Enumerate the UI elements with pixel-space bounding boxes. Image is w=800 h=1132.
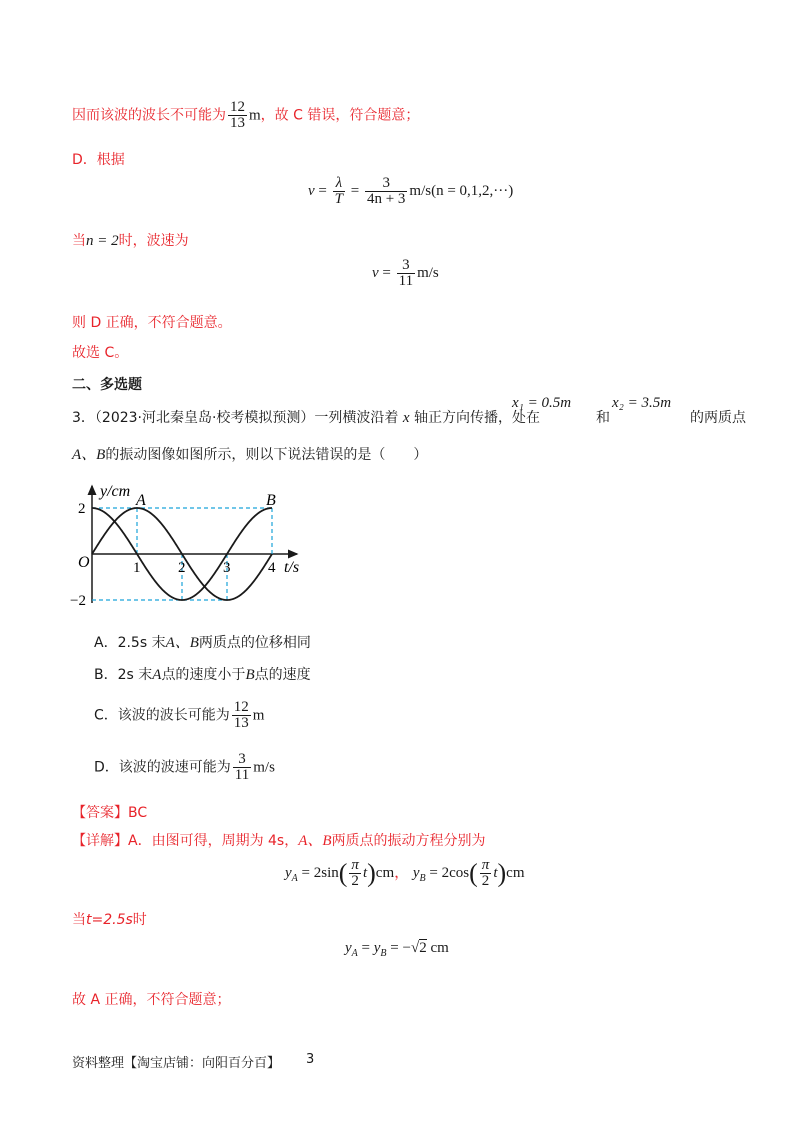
c-conclusion-line — [72, 100, 419, 131]
choose-answer: 故选 C。 — [72, 345, 129, 361]
question-3-line-1: 3．（2023·河北秦皇岛·校考模拟预测）一列横波沿着 x 轴正方向传播，处在 — [72, 410, 541, 426]
fraction-12-13: $\frac{12}{13}$ — [230, 99, 245, 131]
question-3-line-2: A、B的振动图像如图所示，则以下说法错误的是（ ） — [72, 447, 428, 463]
option-a[interactable]: A．2.5s 末A、B两质点的位移相同 — [94, 635, 311, 651]
option-c[interactable]: C．该波的波长可能为 $\frac{12}{13}$ m — [94, 699, 265, 731]
c-conclusion-tail: ，故 C 错误，符合题意； — [260, 107, 420, 124]
vibration-equations: $y_A = 2\sin$( $\frac{\pi}{2}$ t)cm， $y_B = 2\cos$( $\frac{\pi}{2}$ t)cm — [285, 857, 525, 889]
n-equals-2: n = 2 — [86, 233, 119, 249]
x-axis-label: t/s — [284, 559, 300, 576]
c-conclusion-text: 因而该波的波长不可能为 — [72, 107, 226, 124]
section-title: 二、多选题 — [72, 377, 142, 393]
when-t-line: 当t=2.5s时 — [72, 912, 147, 928]
detail-line: 【详解】A．由图可得，周期为 4s，A、B两质点的振动方程分别为 — [72, 833, 486, 849]
curve-a-label: A — [136, 492, 146, 509]
when-n2-line: 当n = 2时，波速为 — [72, 233, 189, 249]
curve-b-label: B — [266, 492, 276, 509]
vibration-graph — [72, 478, 312, 618]
x-tick-2: 2 — [178, 560, 186, 576]
x1-value: x₁ = 0.5m — [512, 395, 572, 411]
tick-labels — [70, 501, 276, 609]
question-3-line-1-tail: 的两质点 — [690, 410, 746, 426]
footer-text: 资料整理【淘宝店铺：向阳百分百】 — [72, 1056, 281, 1071]
answer-line: 【答案】BC — [72, 805, 148, 821]
displacement-equation: $y_A = y_B = -√2$ cm — [345, 940, 449, 959]
origin-label: O — [78, 554, 90, 571]
unit-m: m — [249, 107, 261, 124]
and-word: 和 — [596, 410, 610, 426]
option-d[interactable]: D．该波的波速可能为 $\frac{3}{11}$ m/s — [94, 751, 275, 783]
velocity-equation: v = $\frac{\lambda}{T}$ = $\frac{3}{4n + 3}$ m/s(n = 0,1,2,···) — [308, 175, 514, 207]
velocity-value-equation: v = $\frac{3}{11}$ m/s — [372, 257, 439, 289]
page-number: 3 — [306, 1052, 315, 1067]
x2-value: x₂ = 3.5m — [612, 395, 672, 411]
x-tick-1: 1 — [133, 560, 141, 576]
y-tick-2: 2 — [78, 501, 86, 517]
x-tick-3: 3 — [223, 560, 231, 576]
y-tick-neg2: −2 — [70, 593, 86, 609]
option-b[interactable]: B．2s 末A点的速度小于B点的速度 — [94, 667, 311, 683]
d-label: D．根据 — [72, 152, 125, 168]
x-tick-4: 4 — [268, 560, 276, 576]
d-conclusion: 则 D 正确，不符合题意。 — [72, 315, 232, 331]
y-axis-label: y/cm — [100, 483, 131, 500]
a-conclusion: 故 A 正确，不符合题意； — [72, 992, 231, 1008]
